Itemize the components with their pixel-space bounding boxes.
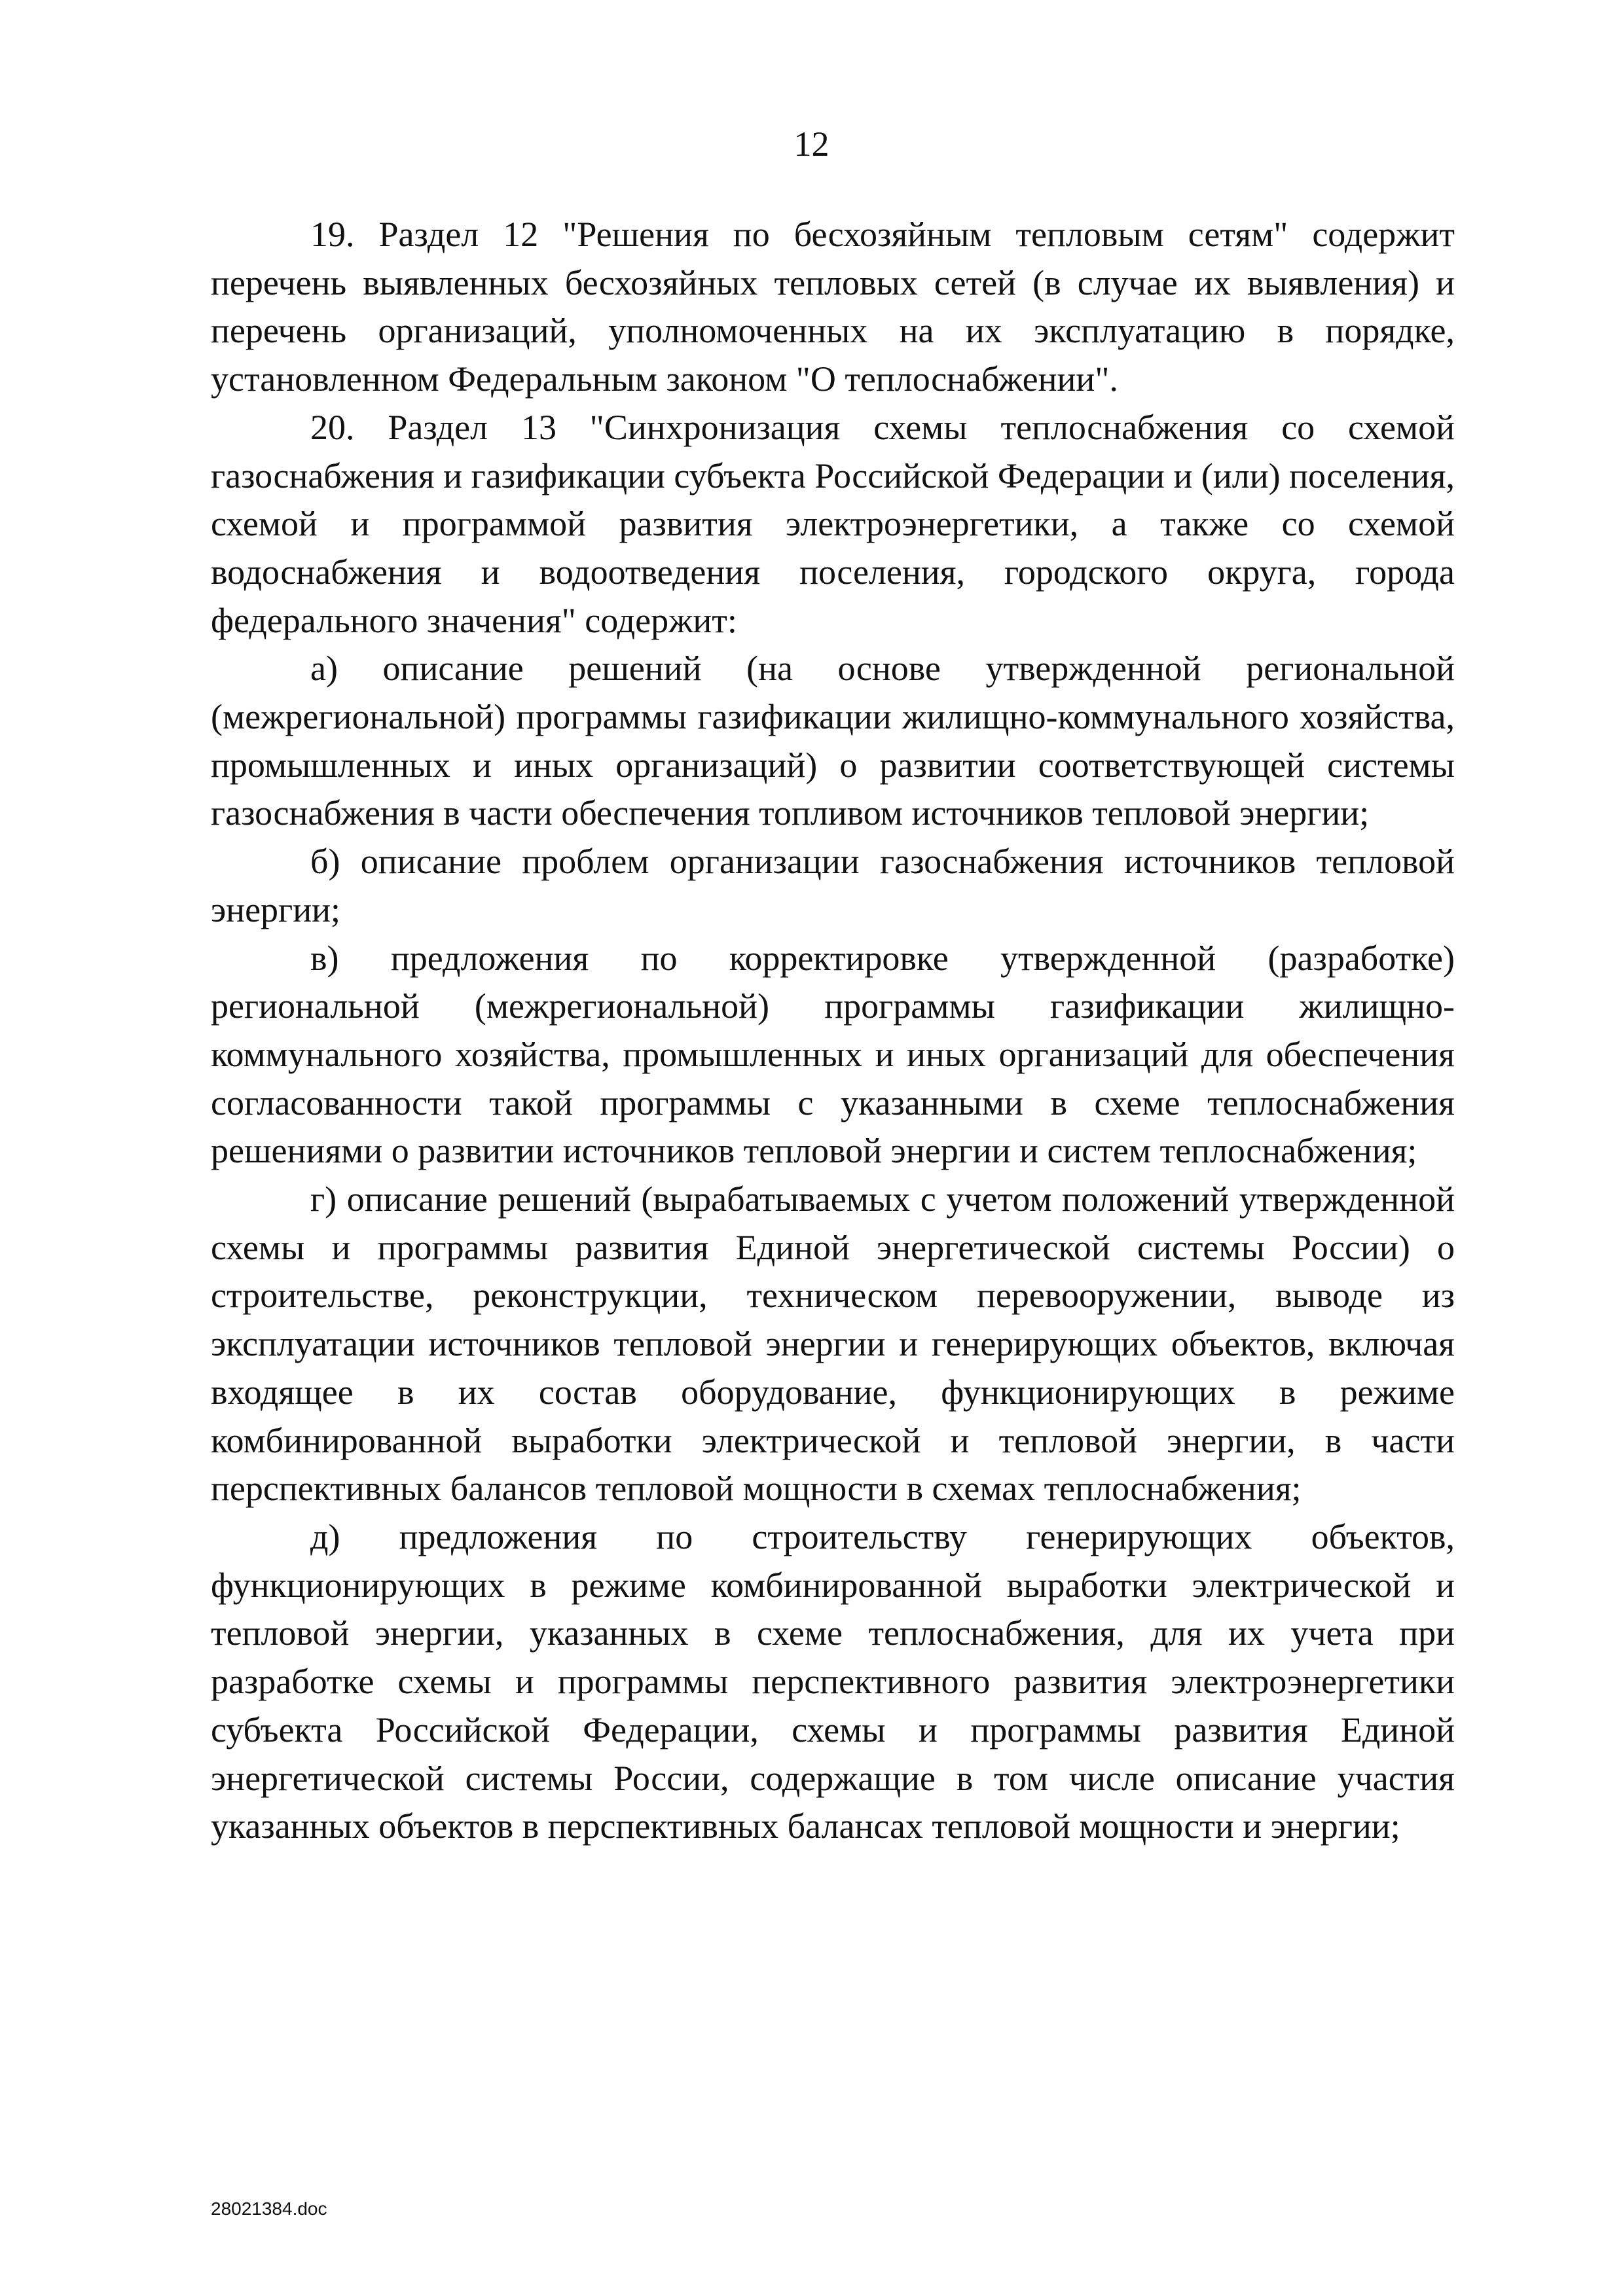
document-body bbox=[211, 211, 1455, 1851]
list-item-d: д) предложения по строительству генерирующих объектов, функционирующих в режиме комбинированной выработки электрической и тепловой энергии, указанных в схеме теплоснабжения, для их учета при разработке схемы и программы перспективного развития электроэнергетики субъекта Российской Федерации, схемы и программы развития Единой энергетической системы России, содержащие в том числе описание участия указанных объектов в перспективных балансах тепловой мощности и энергии; bbox=[211, 1516, 1455, 1846]
list-item-v: в) предложения по корректировке утвержденной (разработке) региональной (межрегиональной) программы газификации жилищно-коммунального хозяйства, промышленных и иных организаций для обеспечения согласованности такой программы с указанными в схеме теплоснабжения решениями о развитии источников тепловой энергии и систем теплоснабжения; bbox=[211, 938, 1455, 1171]
paragraph-19: 19. Раздел 12 "Решения по бесхозяйным тепловым сетям" содержит перечень выявленных бесхозяйных тепловых сетей (в случае их выявления) и перечень организаций, уполномоченных на их эксплуатацию в порядке, установленном Федеральным законом "О теплоснабжении". bbox=[211, 215, 1455, 399]
paragraph-20: 20. Раздел 13 "Синхронизация схемы теплоснабжения со схемой газоснабжения и газификации субъекта Российской Федерации и (или) поселения, схемой и программой развития электроэнергетики, а также со схемой водоснабжения и водоотведения поселения, городского округа, города федерального значения" содержит: bbox=[211, 407, 1455, 640]
list-item-b: б) описание проблем организации газоснабжения источников тепловой энергии; bbox=[211, 842, 1455, 929]
page-number: 12 bbox=[793, 124, 830, 164]
document-file-id: 28021384.doc bbox=[211, 2198, 327, 2219]
list-item-g: г) описание решений (вырабатываемых с учетом положений утвержденной схемы и программы развития Единой энергетической системы России) о строительстве, реконструкции, техническом перевооружении, выводе из эксплуатации источников тепловой энергии и генерирующих объектов, включая входящее в их состав оборудование, функционирующих в режиме комбинированной выработки электрической и тепловой энергии, в части перспективных балансов тепловой мощности в схемах теплоснабжения; bbox=[211, 1179, 1455, 1509]
list-item-a: а) описание решений (на основе утвержденной региональной (межрегиональной) программы газификации жилищно-коммунального хозяйства, промышленных и иных организаций) о развитии соответствующей системы газоснабжения в части обеспечения топливом источников тепловой энергии; bbox=[211, 649, 1455, 833]
